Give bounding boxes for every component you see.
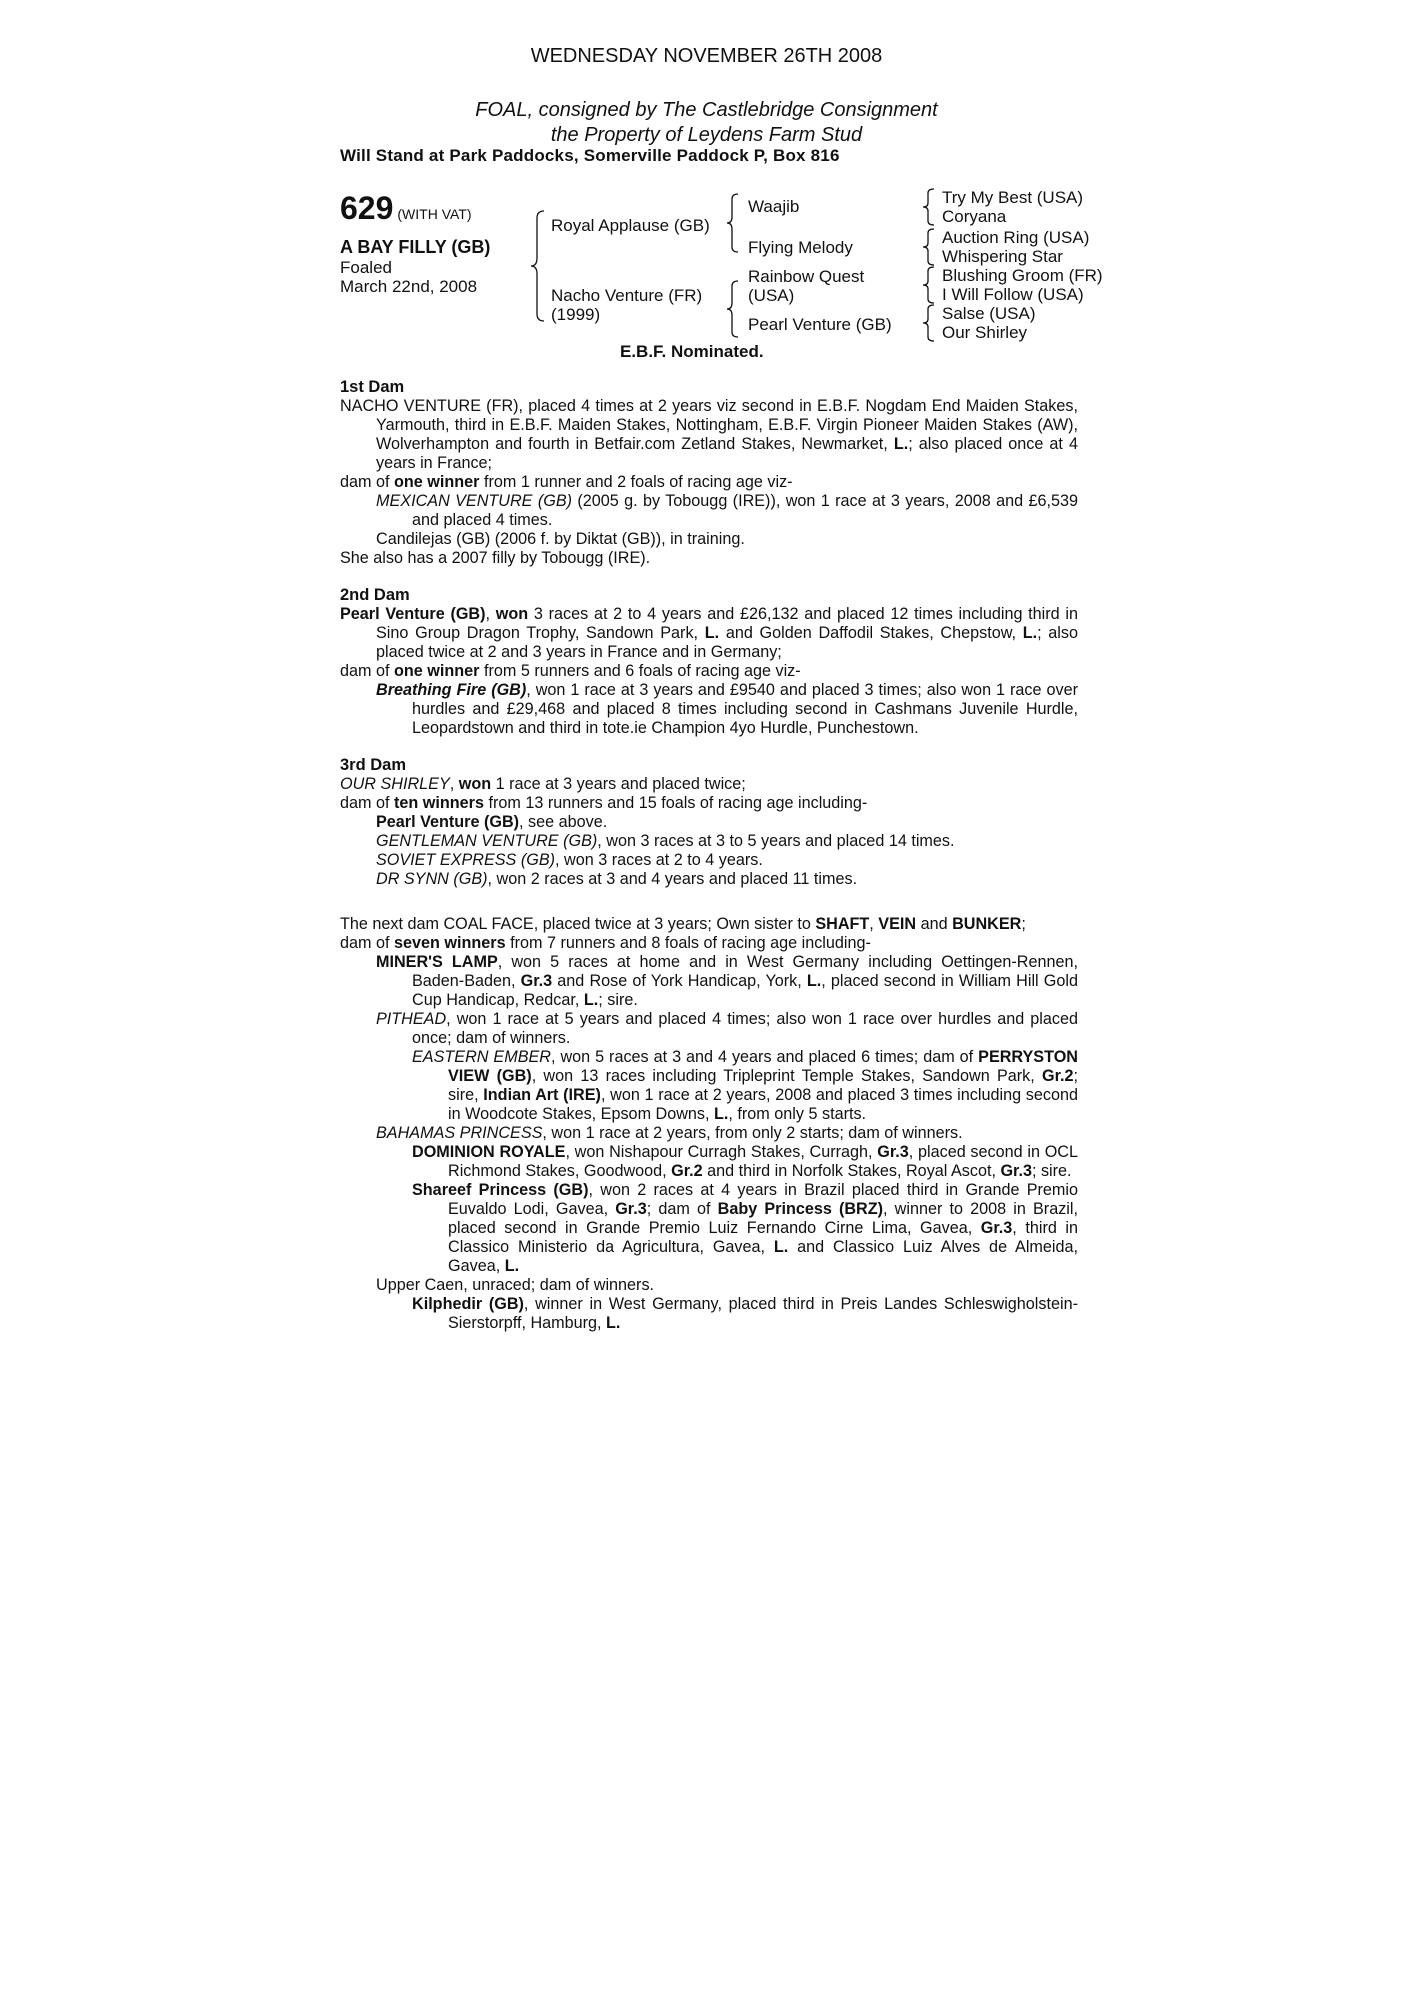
pedigree-g5: Blushing Groom (FR) — [942, 266, 1103, 285]
next-dam-produce-kilphedir: Kilphedir (GB), winner in West Germany, placed third in Preis Landes Schleswigholstein-Sierstorpff, Hamburg, L. — [412, 1295, 1078, 1332]
pedigree-g7: Salse (USA) — [942, 304, 1036, 323]
first-dam-note: She also has a 2007 filly by Tobougg (IRE). — [340, 549, 651, 567]
next-dam-produce-summary: dam of seven winners from 7 runners and 8 foals of racing age including- — [340, 934, 871, 952]
second-dam-produce-summary: dam of one winner from 5 runners and 6 foals of racing age viz- — [340, 662, 801, 680]
pedigree-sire-dam: Flying Melody — [748, 238, 853, 257]
next-dam-produce-pithead: PITHEAD, won 1 race at 5 years and placed 4 times; also won 1 race over hurdles and placed once; dam of winners. — [376, 1010, 1078, 1047]
pedigree-brace-main — [530, 210, 546, 322]
pedigree-brace-sire — [726, 193, 740, 253]
pedigree-brace-g1 — [922, 188, 936, 226]
pedigree-g4: Whispering Star — [942, 247, 1063, 266]
next-dam-produce-bahamas-princess: BAHAMAS PRINCESS, won 1 race at 2 years, from only 2 starts; dam of winners. — [376, 1124, 963, 1142]
horse-description: A BAY FILLY (GB) — [340, 237, 491, 257]
first-dam-section — [340, 378, 1078, 568]
pedigree-dam-year: (1999) — [551, 305, 601, 324]
pedigree-g8: Our Shirley — [942, 323, 1028, 342]
pedigree-g6: I Will Follow (USA) — [942, 285, 1084, 304]
property-line: the Property of Leydens Farm Stud — [550, 124, 863, 146]
foaled-label: Foaled — [340, 258, 392, 277]
stand-line: Will Stand at Park Paddocks, Somerville Paddock P, Box 816 — [340, 146, 840, 165]
consignment-line: FOAL, consigned by The Castlebridge Consignment — [475, 99, 938, 121]
pedigree-g3: Auction Ring (USA) — [942, 228, 1090, 247]
third-dam-produce-4: DR SYNN (GB), won 2 races at 3 and 4 years and placed 11 times. — [376, 870, 858, 888]
second-dam-section — [340, 586, 1078, 738]
third-dam-record: OUR SHIRLEY, won 1 race at 3 years and placed twice; — [340, 775, 746, 793]
first-dam-produce-summary: dam of one winner from 1 runner and 2 foals of racing age viz- — [340, 473, 793, 491]
first-dam-produce-1: MEXICAN VENTURE (GB) (2005 g. by Tobougg (IRE)), won 1 race at 3 years, 2008 and £6,539 and placed 4 times. — [376, 492, 1078, 529]
pedigree-dam-dam: Pearl Venture (GB) — [748, 315, 892, 334]
first-dam-heading: 1st Dam — [340, 378, 405, 396]
second-dam-record: Pearl Venture (GB), won 3 races at 2 to 4 years and £26,132 and placed 12 times including third in Sino Group Dragon Trophy, Sandown Park, L. and Golden Daffodil Stakes, Chepstow, L.; also placed twice at 2 and 3 years in France and in Germany; — [340, 605, 1079, 661]
third-dam-section — [340, 756, 1078, 889]
third-dam-heading: 3rd Dam — [340, 756, 407, 774]
third-dam-produce-2: GENTLEMAN VENTURE (GB), won 3 races at 3 to 5 years and placed 14 times. — [376, 832, 955, 850]
pedigree-sire: Royal Applause (GB) — [551, 216, 710, 235]
pedigree-dam: Nacho Venture (FR) — [551, 286, 703, 305]
foaled-date: March 22nd, 2008 — [340, 277, 478, 296]
pedigree-brace-g3 — [922, 266, 936, 304]
first-dam-produce-2: Candilejas (GB) (2006 f. by Diktat (GB)), in training. — [376, 530, 745, 548]
pedigree-brace-dam — [726, 280, 740, 338]
next-dam-produce-shareef-princess: Shareef Princess (GB), won 2 races at 4 years in Brazil placed third in Grande Premio Euvaldo Lodi, Gavea, Gr.3; dam of Baby Princess (BRZ), winner to 2008 in Brazil, placed second in Grande Premio Luiz Fernando Cirne Lima, Gavea, Gr.3, third in Classico Ministerio da Agricultura, Gavea, L. and Classico Luiz Alves de Almeida, Gavea, L. — [412, 1181, 1079, 1275]
vat-note: (WITH VAT) — [397, 206, 472, 222]
third-dam-produce-summary: dam of ten winners from 13 runners and 15 foals of racing age including- — [340, 794, 868, 812]
next-dam-section — [340, 915, 1078, 1333]
next-dam-produce-miners-lamp: MINER'S LAMP, won 5 races at home and in West Germany including Oettingen-Rennen, Baden-Baden, Gr.3 and Rose of York Handicap, York, L., placed second in William Hill Gold Cup Handicap, Redcar, L.; sire. — [376, 953, 1078, 1009]
pedigree-sire-sire: Waajib — [748, 197, 800, 216]
first-dam-record: NACHO VENTURE (FR), placed 4 times at 2 years viz second in E.B.F. Nogdam End Maiden Stakes, Yarmouth, third in E.B.F. Maiden Stakes, Nottingham, E.B.F. Virgin Pioneer Maiden Stakes (AW), Wolverhampton and fourth in Betfair.com Zetland Stakes, Newmarket, L.; also placed once at 4 years in France; — [340, 397, 1078, 472]
second-dam-heading: 2nd Dam — [340, 586, 410, 604]
next-dam-record: The next dam COAL FACE, placed twice at 3 years; Own sister to SHAFT, VEIN and BUNKER; — [340, 915, 1026, 933]
third-dam-produce-3: SOVIET EXPRESS (GB), won 3 races at 2 to 4 years. — [376, 851, 763, 869]
pedigree-brace-g4 — [922, 304, 936, 342]
pedigree-g1: Try My Best (USA) — [942, 188, 1084, 207]
pedigree-brace-g2 — [922, 228, 936, 266]
second-dam-produce-1: Breathing Fire (GB), won 1 race at 3 years and £9540 and placed 3 times; also won 1 race over hurdles and £29,468 and placed 8 times including second in Cashmans Juvenile Hurdle, Leopardstown and third in tote.ie Champion 4yo Hurdle, Punchestown. — [376, 681, 1078, 737]
ebf-note: E.B.F. Nominated. — [620, 342, 764, 361]
dam-history — [340, 378, 1078, 1333]
next-dam-produce-eastern-ember: EASTERN EMBER, won 5 races at 3 and 4 years and placed 6 times; dam of PERRYSTON VIEW (GB), won 13 races including Tripleprint Temple Stakes, Sandown Park, Gr.2; sire, Indian Art (IRE), won 1 race at 2 years, 2008 and placed 3 times including second in Woodcote Stakes, Epsom Downs, L., from only 5 starts. — [412, 1048, 1078, 1123]
sale-date: WEDNESDAY NOVEMBER 26TH 2008 — [530, 45, 883, 67]
third-dam-produce-1: Pearl Venture (GB), see above. — [376, 813, 608, 831]
lot-heading — [340, 190, 472, 227]
pedigree-dam-sire: Rainbow Quest — [748, 267, 865, 286]
pedigree-dam-sire-country: (USA) — [748, 286, 795, 305]
lot-number: 629 — [340, 190, 394, 226]
pedigree-g2: Coryana — [942, 207, 1007, 226]
next-dam-produce-upper-caen: Upper Caen, unraced; dam of winners. — [376, 1276, 655, 1294]
next-dam-produce-dominion-royale: DOMINION ROYALE, won Nishapour Curragh Stakes, Curragh, Gr.3, placed second in OCL Richmond Stakes, Goodwood, Gr.2 and third in Norfolk Stakes, Royal Ascot, Gr.3; sire. — [412, 1143, 1078, 1180]
